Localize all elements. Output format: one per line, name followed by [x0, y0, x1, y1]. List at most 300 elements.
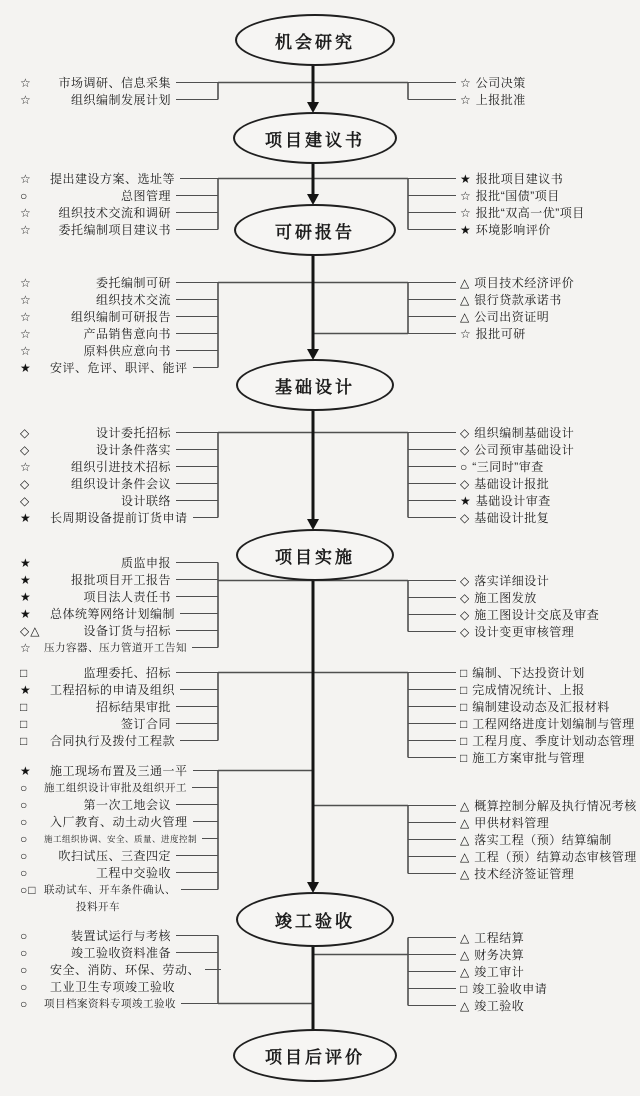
flow-item — [20, 796, 218, 813]
flow-item — [408, 698, 638, 715]
item-symbol-icon: ☆ — [20, 640, 32, 655]
leader-line — [408, 229, 456, 230]
leader-line — [176, 672, 218, 673]
item-label: 施工组织设计审批及组织开工 — [44, 782, 187, 794]
leader-line — [408, 195, 456, 196]
item-symbol-icon: △ — [460, 309, 470, 324]
item-label: 工程中交验收 — [95, 866, 171, 880]
flow-item — [408, 424, 638, 441]
item-label: 监理委托、招标 — [83, 666, 171, 680]
leader-line — [408, 333, 456, 334]
flow-node-completion-acceptance — [236, 892, 394, 947]
leader-line — [176, 316, 218, 317]
flow-item — [20, 274, 218, 291]
leader-line — [176, 630, 218, 631]
leader-line — [408, 597, 456, 598]
item-symbol-icon: ★ — [20, 572, 32, 587]
task-group-opportunity-left — [20, 74, 218, 108]
item-label: 报批可研 — [475, 327, 526, 341]
item-label: 概算控制分解及执行情况考核 — [474, 799, 637, 813]
flow-node-implementation — [236, 529, 394, 581]
leader-line — [408, 937, 456, 938]
item-label: 组织引进技术招标 — [70, 460, 171, 474]
item-label: 市场调研、信息采集 — [58, 76, 171, 90]
item-symbol-icon: ★ — [20, 606, 32, 621]
flow-item — [20, 715, 218, 732]
node-label: 机会研究 — [275, 32, 355, 52]
leader-line — [408, 873, 456, 874]
flow-item — [20, 424, 218, 441]
leader-line — [176, 500, 218, 501]
item-symbol-icon: ☆ — [460, 188, 471, 203]
task-group-feasibility-right — [408, 274, 638, 342]
item-symbol-icon: ◇ — [460, 510, 470, 525]
flow-node-project-proposal — [233, 112, 397, 164]
item-label: 设计条件落实 — [95, 443, 171, 457]
flow-item — [408, 308, 638, 325]
flow-item — [408, 170, 638, 187]
leader-line — [176, 483, 218, 484]
item-label: 招标结果审批 — [95, 700, 171, 714]
item-symbol-icon: △ — [460, 998, 470, 1013]
flow-item — [408, 475, 638, 492]
leader-line — [176, 562, 218, 563]
node-label: 可研报告 — [275, 222, 355, 242]
flow-item — [408, 865, 638, 882]
item-label: 编制建设动态及汇报材料 — [472, 700, 610, 714]
item-label: 合同执行及拨付工程款 — [50, 734, 176, 748]
item-label: 公司预审基础设计 — [474, 443, 575, 457]
item-symbol-icon: □ — [20, 665, 29, 680]
leader-line — [180, 689, 218, 690]
leader-line — [181, 1003, 218, 1004]
item-label: 基础设计审查 — [475, 494, 551, 508]
flow-node-basic-design — [236, 359, 394, 411]
item-label: 安评、危评、职评、能评 — [50, 361, 188, 375]
item-symbol-icon: □ — [460, 665, 468, 680]
item-label: 组织设计条件会议 — [70, 477, 171, 491]
item-symbol-icon: ★ — [460, 171, 471, 186]
item-symbol-icon: ○□ — [20, 882, 37, 897]
leader-line — [408, 706, 456, 707]
item-symbol-icon: △ — [460, 815, 470, 830]
item-symbol-icon: ◇ — [460, 624, 470, 639]
flow-item — [408, 963, 638, 980]
item-symbol-icon: ☆ — [20, 292, 32, 307]
flow-item — [20, 342, 218, 359]
item-symbol-icon: ◇ — [460, 573, 470, 588]
flow-item — [20, 492, 218, 509]
item-symbol-icon: ◇△ — [20, 623, 41, 638]
item-symbol-icon: ☆ — [20, 92, 32, 107]
leader-line — [408, 689, 456, 690]
leader-line — [408, 299, 456, 300]
leader-line — [176, 299, 218, 300]
item-label: 压力容器、压力管道开工告知 — [44, 642, 187, 654]
flow-item — [408, 492, 638, 509]
flow-item — [408, 715, 638, 732]
flow-item — [408, 187, 638, 204]
flow-item — [408, 831, 638, 848]
flow-item — [20, 898, 218, 915]
item-symbol-icon: ◇ — [460, 607, 470, 622]
item-label: 设计变更审核管理 — [474, 625, 575, 639]
item-symbol-icon: ○ — [20, 831, 29, 846]
leader-line — [180, 613, 218, 614]
leader-line — [408, 82, 456, 83]
flow-item — [20, 509, 218, 526]
item-label: 基础设计报批 — [474, 477, 550, 491]
flow-item — [20, 588, 218, 605]
item-symbol-icon: ◇ — [20, 442, 31, 457]
item-label: 设计委托招标 — [95, 426, 171, 440]
flow-item — [20, 170, 218, 187]
item-symbol-icon: □ — [20, 699, 29, 714]
item-label: 工程招标的申请及组织 — [50, 683, 176, 697]
item-symbol-icon: ○ — [20, 945, 29, 960]
item-symbol-icon: ★ — [20, 763, 32, 778]
leader-line — [193, 770, 218, 771]
item-symbol-icon: ☆ — [20, 222, 32, 237]
flow-item — [408, 204, 638, 221]
item-label: 施工图设计交底及审查 — [474, 608, 600, 622]
flow-item — [20, 978, 218, 995]
item-label: 第一次工地会议 — [83, 798, 171, 812]
item-symbol-icon: ◇ — [20, 476, 31, 491]
flow-item — [20, 622, 218, 639]
leader-line — [176, 596, 218, 597]
flow-item — [20, 325, 218, 342]
flow-item — [408, 589, 638, 606]
flow-item — [20, 204, 218, 221]
flow-item — [20, 458, 218, 475]
item-label: 公司出资证明 — [474, 310, 550, 324]
item-symbol-icon: □ — [20, 716, 29, 731]
flow-item — [20, 291, 218, 308]
node-label: 项目后评价 — [265, 1048, 365, 1067]
item-label: 组织技术交流和调研 — [58, 206, 171, 220]
leader-line — [408, 178, 456, 179]
flow-item — [408, 749, 638, 766]
leader-line — [408, 282, 456, 283]
item-symbol-icon: ○ — [460, 459, 468, 474]
item-label: 总体统筹网络计划编制 — [50, 607, 176, 621]
leader-line — [176, 82, 218, 83]
item-symbol-icon: ☆ — [20, 459, 32, 474]
leader-line — [408, 500, 456, 501]
leader-line — [408, 954, 456, 955]
item-label: 委托编制项目建议书 — [58, 223, 171, 237]
item-symbol-icon: □ — [460, 733, 468, 748]
flow-item — [20, 221, 218, 238]
item-symbol-icon: ◇ — [20, 425, 31, 440]
leader-line — [176, 432, 218, 433]
item-symbol-icon: ☆ — [460, 326, 471, 341]
flow-item — [408, 980, 638, 997]
leader-line — [408, 316, 456, 317]
item-label: 银行贷款承诺书 — [474, 293, 562, 307]
item-label: 技术经济签证管理 — [474, 867, 575, 881]
item-symbol-icon: ☆ — [20, 326, 32, 341]
item-label: 竣工验收资料准备 — [70, 946, 171, 960]
flow-item — [20, 605, 218, 622]
item-symbol-icon: ☆ — [20, 275, 32, 290]
flow-item — [20, 74, 218, 91]
item-symbol-icon: ○ — [20, 814, 29, 829]
leader-line — [408, 822, 456, 823]
item-symbol-icon: ★ — [460, 222, 471, 237]
item-symbol-icon: ★ — [20, 510, 32, 525]
item-label: 入厂教育、动土动火管理 — [50, 815, 188, 829]
flow-node-post-evaluation — [233, 1029, 397, 1082]
leader-line — [180, 740, 218, 741]
item-label: 财务决算 — [474, 948, 525, 962]
item-label: 总图管理 — [120, 189, 171, 203]
flow-item — [20, 732, 218, 749]
item-label: 组织技术交流 — [95, 293, 171, 307]
flow-item — [20, 944, 218, 961]
flow-item — [20, 762, 218, 779]
leader-line — [408, 466, 456, 467]
item-symbol-icon: ○ — [20, 865, 29, 880]
leader-line — [181, 889, 218, 890]
flow-item — [20, 830, 218, 847]
item-symbol-icon: △ — [460, 849, 470, 864]
leader-line — [408, 971, 456, 972]
leader-line — [408, 839, 456, 840]
task-group-basic-design-right — [408, 424, 638, 526]
flow-item — [408, 732, 638, 749]
item-symbol-icon: ◇ — [460, 442, 470, 457]
item-symbol-icon: ○ — [20, 996, 29, 1011]
task-group-acceptance-right — [408, 929, 638, 1014]
flow-item — [408, 291, 638, 308]
flow-item — [20, 571, 218, 588]
item-label: 原料供应意向书 — [83, 344, 171, 358]
item-label: 组织编制可研报告 — [70, 310, 171, 324]
item-label: 产品销售意向书 — [83, 327, 171, 341]
flow-item — [20, 813, 218, 830]
task-group-implementation-b-right — [408, 664, 638, 766]
item-symbol-icon: ○ — [20, 797, 29, 812]
leader-line — [408, 614, 456, 615]
leader-line — [176, 804, 218, 805]
task-group-acceptance-left — [20, 927, 218, 1012]
task-group-implementation-c-right — [408, 797, 638, 882]
item-symbol-icon: △ — [460, 947, 470, 962]
item-label: 质监申报 — [120, 556, 171, 570]
leader-line — [176, 855, 218, 856]
flow-item — [408, 274, 638, 291]
item-symbol-icon: ★ — [20, 589, 32, 604]
item-symbol-icon: ◇ — [460, 476, 470, 491]
item-symbol-icon: □ — [460, 750, 468, 765]
item-label: 工程结算 — [474, 931, 525, 945]
flow-item — [20, 441, 218, 458]
flow-item — [20, 847, 218, 864]
item-symbol-icon: □ — [460, 682, 468, 697]
flow-item — [20, 995, 218, 1012]
item-symbol-icon: ☆ — [20, 75, 32, 90]
item-label: 项目档案资料专项竣工验收 — [44, 998, 176, 1010]
leader-line — [176, 99, 218, 100]
flow-item — [20, 639, 218, 656]
flow-item — [408, 848, 638, 865]
item-symbol-icon: ○ — [20, 928, 29, 943]
item-label: 报批“双高一优”项目 — [475, 206, 585, 220]
item-symbol-icon: △ — [460, 292, 470, 307]
item-symbol-icon: ◇ — [460, 425, 470, 440]
task-group-basic-design-left — [20, 424, 218, 526]
item-symbol-icon: ☆ — [460, 75, 471, 90]
leader-line — [408, 631, 456, 632]
leader-line — [176, 195, 218, 196]
flow-item — [408, 681, 638, 698]
item-label: 工业卫生专项竣工验收 — [50, 980, 176, 994]
item-label: 竣工验收申请 — [472, 982, 548, 996]
item-symbol-icon: ◇ — [20, 493, 31, 508]
flow-item — [408, 441, 638, 458]
item-label: 签订合同 — [120, 717, 171, 731]
leader-line — [408, 432, 456, 433]
leader-line — [193, 367, 218, 368]
flow-item — [408, 606, 638, 623]
item-symbol-icon: □ — [460, 981, 468, 996]
item-symbol-icon: ★ — [20, 682, 32, 697]
item-label: 落实详细设计 — [474, 574, 550, 588]
item-label: 投料开车 — [76, 901, 120, 913]
leader-line — [176, 706, 218, 707]
leader-line — [408, 212, 456, 213]
flow-item — [408, 797, 638, 814]
flow-item — [20, 779, 218, 796]
leader-line — [176, 350, 218, 351]
item-label: 落实工程（预）结算编制 — [474, 833, 612, 847]
flow-item — [408, 946, 638, 963]
leader-line — [176, 229, 218, 230]
leader-line — [408, 723, 456, 724]
flow-item — [408, 929, 638, 946]
item-symbol-icon: ☆ — [20, 343, 32, 358]
item-label: 公司决策 — [475, 76, 526, 90]
item-symbol-icon: △ — [460, 832, 470, 847]
flow-item — [20, 961, 218, 978]
leader-line — [408, 517, 456, 518]
leader-line — [176, 872, 218, 873]
item-label: 组织编制发展计划 — [70, 93, 171, 107]
item-label: 上报批准 — [475, 93, 526, 107]
item-label: “三同时”审查 — [472, 460, 544, 474]
item-label: 项目法人责任书 — [83, 590, 171, 604]
leader-line — [176, 212, 218, 213]
leader-line — [176, 466, 218, 467]
item-label: 施工图发放 — [474, 591, 537, 605]
item-symbol-icon: △ — [460, 275, 470, 290]
leader-line — [193, 517, 218, 518]
node-label: 竣工验收 — [275, 912, 355, 931]
leader-line — [408, 856, 456, 857]
item-symbol-icon: △ — [460, 930, 470, 945]
task-group-implementation-a-left — [20, 554, 218, 656]
item-label: 吹扫试压、三查四定 — [58, 849, 171, 863]
flow-item — [408, 458, 638, 475]
item-symbol-icon: ☆ — [460, 205, 471, 220]
leader-line — [192, 647, 218, 648]
leader-line — [176, 333, 218, 334]
leader-line — [193, 821, 218, 822]
item-label: 竣工验收 — [474, 999, 525, 1013]
flow-item — [408, 325, 638, 342]
item-symbol-icon: ☆ — [20, 171, 32, 186]
flow-item — [408, 509, 638, 526]
leader-line — [408, 99, 456, 100]
item-label: 项目技术经济评价 — [474, 276, 575, 290]
leader-line — [176, 952, 218, 953]
item-label: 施工方案审批与管理 — [472, 751, 585, 765]
item-symbol-icon: ○ — [20, 780, 29, 795]
flow-item — [408, 664, 638, 681]
item-label: 施工现场布置及三通一平 — [50, 764, 188, 778]
leader-line — [408, 805, 456, 806]
item-symbol-icon: ○ — [20, 979, 29, 994]
flow-item — [408, 814, 638, 831]
task-group-proposal-left — [20, 170, 218, 238]
leader-line — [408, 988, 456, 989]
item-symbol-icon: ☆ — [460, 92, 471, 107]
item-label: 完成情况统计、上报 — [472, 683, 585, 697]
item-label: 装置试运行与考核 — [70, 929, 171, 943]
item-label: 安全、消防、环保、劳动、 — [50, 963, 201, 977]
leader-line — [176, 723, 218, 724]
leader-line — [176, 579, 218, 580]
flow-item — [408, 74, 638, 91]
item-label: 设计联络 — [120, 494, 171, 508]
item-symbol-icon: ○ — [20, 188, 29, 203]
leader-line — [408, 483, 456, 484]
leader-line — [408, 740, 456, 741]
item-label: 报批项目开工报告 — [70, 573, 171, 587]
leader-line — [408, 672, 456, 673]
task-group-implementation-c-left — [20, 762, 218, 915]
item-label: 报批项目建议书 — [475, 172, 564, 186]
item-label: 长周期设备提前订货申请 — [50, 511, 188, 525]
flow-item — [408, 997, 638, 1014]
leader-line — [408, 757, 456, 758]
item-symbol-icon: △ — [460, 964, 470, 979]
item-symbol-icon: ☆ — [20, 309, 32, 324]
item-label: 报批“国债”项目 — [475, 189, 560, 203]
leader-line — [205, 969, 221, 970]
leader-line — [176, 282, 218, 283]
item-label: 提出建设方案、选址等 — [50, 172, 176, 186]
leader-line — [408, 580, 456, 581]
flow-item — [20, 91, 218, 108]
task-group-feasibility-left — [20, 274, 218, 376]
task-group-opportunity-right — [408, 74, 638, 108]
item-symbol-icon: ○ — [20, 962, 29, 977]
flow-item — [20, 475, 218, 492]
leader-line — [176, 935, 218, 936]
item-symbol-icon: ○ — [20, 848, 29, 863]
item-symbol-icon: ◇ — [460, 590, 470, 605]
item-symbol-icon: ★ — [460, 493, 471, 508]
flow-item — [20, 864, 218, 881]
flow-item — [20, 664, 218, 681]
item-symbol-icon: ★ — [20, 360, 32, 375]
flow-item — [408, 623, 638, 640]
node-label: 项目实施 — [275, 547, 355, 567]
task-group-proposal-right — [408, 170, 638, 238]
